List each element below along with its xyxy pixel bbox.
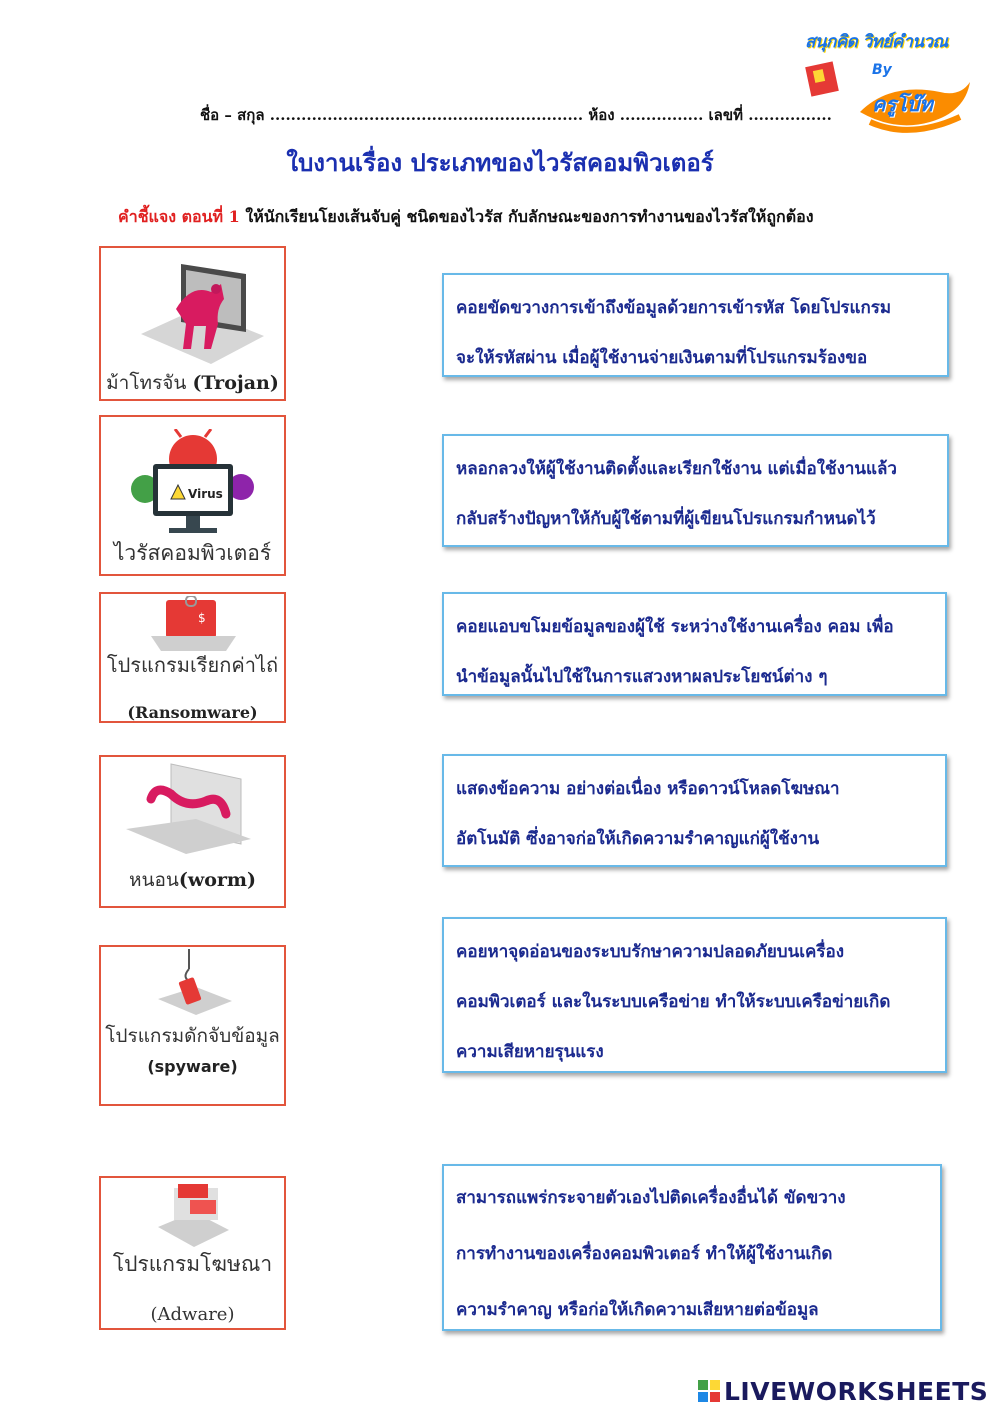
- instruction-text: ให้นักเรียนโยงเส้นจับคู่ ชนิดของไวรัส กับลักษณะของการทำงานของไวรัสให้ถูกต้อง: [239, 207, 814, 226]
- virus-label: หนอน(worm): [128, 869, 257, 891]
- svg-text:$: $: [198, 611, 206, 625]
- virus-card-ransomware[interactable]: [99, 592, 286, 723]
- virus-card-trojan[interactable]: [99, 246, 286, 401]
- virus-label-en: (Adware): [150, 1304, 235, 1325]
- virus-label-en: (spyware): [147, 1057, 238, 1076]
- virus-monitor-icon: [131, 429, 256, 541]
- description-line: ความรำคาญ หรือก่อให้เกิดความเสียหายต่อข้อมูล: [456, 1300, 819, 1320]
- virus-label-en: (Ransomware): [127, 703, 258, 722]
- description-line: คอยแอบขโมยข้อมูลของผู้ใช้ ระหว่างใช้งานเครื่อง คอม เพื่อ: [456, 617, 894, 637]
- spyware-hook-icon: [156, 949, 236, 1019]
- description-card[interactable]: [442, 273, 949, 377]
- description-line: สามารถแพร่กระจายตัวเองไปติดเครื่องอื่นได้ ขัดขวาง: [456, 1188, 846, 1208]
- description-line: กลับสร้างปัญหาให้กับผู้ใช้ตามที่ผู้เขียนโปรแกรมกำหนดไว้: [456, 509, 876, 529]
- liveworksheets-logo-icon: [698, 1380, 720, 1402]
- logo-by: By: [872, 62, 892, 78]
- trojan-horse-laptop-icon: [136, 254, 266, 369]
- description-card[interactable]: [442, 1164, 942, 1331]
- virus-badge: Virus: [188, 487, 223, 501]
- description-line: ความเสียหายรุนแรง: [456, 1042, 604, 1062]
- description-line: คอมพิวเตอร์ และในระบบเครือข่าย ทำให้ระบบเครือข่ายเกิด: [456, 992, 891, 1012]
- description-line: การทำงานของเครื่องคอมพิวเตอร์ ทำให้ผู้ใช้งานเกิด: [456, 1244, 833, 1264]
- description-line: อัตโนมัติ ซึ่งอาจก่อให้เกิดความรำคาญแก่ผู้ใช้งาน: [456, 829, 820, 849]
- liveworksheets-watermark[interactable]: LIVEWORKSHEETS: [724, 1377, 989, 1406]
- virus-label: ม้าโทรจัน (Trojan): [106, 372, 279, 394]
- description-line: คอยขัดขวางการเข้าถึงข้อมูลด้วยการเข้ารหัส โดยโปรแกรม: [456, 298, 892, 318]
- virus-label: โปรแกรมโฆษณา: [112, 1252, 273, 1276]
- ransomware-lock-icon: [146, 596, 241, 656]
- description-card[interactable]: [442, 434, 949, 547]
- virus-card-spyware[interactable]: [99, 945, 286, 1106]
- worksheet-title: ใบงานเรื่อง ประเภทของไวรัสคอมพิวเตอร์: [286, 148, 714, 177]
- worm-computer-icon: [126, 759, 256, 859]
- description-line: จะให้รหัสผ่าน เมื่อผู้ใช้งานจ่ายเงินตามที่โปรแกรมร้องขอ: [456, 348, 868, 368]
- virus-card-worm[interactable]: [99, 755, 286, 908]
- description-line: นำข้อมูลนั้นไปใช้ในการแสวงหาผลประโยชน์ต่าง ๆ: [456, 667, 828, 687]
- description-line: หลอกลวงให้ผู้ใช้งานติดตั้งและเรียกใช้งาน แต่เมื่อใช้งานแล้ว: [456, 459, 897, 479]
- description-line: แสดงข้อความ อย่างต่อเนื่อง หรือดาวน์โหลดโฆษณา: [456, 779, 840, 799]
- student-info-line: ชื่อ – สกุล ............................................................ ห้อง ................ เลขที่ ................: [200, 106, 832, 124]
- description-line: คอยหาจุดอ่อนของระบบรักษาความปลอดภัยบนเครื่อง: [456, 942, 845, 962]
- virus-card-computer-virus[interactable]: [99, 415, 286, 576]
- logo-author: ครูโบ๊ท: [872, 92, 933, 116]
- logo-title: สนุกคิด วิทย์คำนวณ: [805, 32, 948, 52]
- virus-label: โปรแกรมเรียกค่าไถ่: [106, 653, 279, 677]
- description-card[interactable]: [442, 592, 947, 696]
- adware-laptop-icon: [156, 1182, 231, 1252]
- description-card[interactable]: [442, 917, 947, 1073]
- virus-card-adware[interactable]: [99, 1176, 286, 1330]
- instruction: [118, 205, 814, 230]
- virus-label: ไวรัสคอมพิวเตอร์: [113, 541, 272, 565]
- description-card[interactable]: [442, 754, 947, 867]
- instruction-lead: คำชี้แจง ตอนที่ 1: [118, 207, 240, 226]
- virus-label: โปรแกรมดักจับข้อมูล: [105, 1025, 280, 1047]
